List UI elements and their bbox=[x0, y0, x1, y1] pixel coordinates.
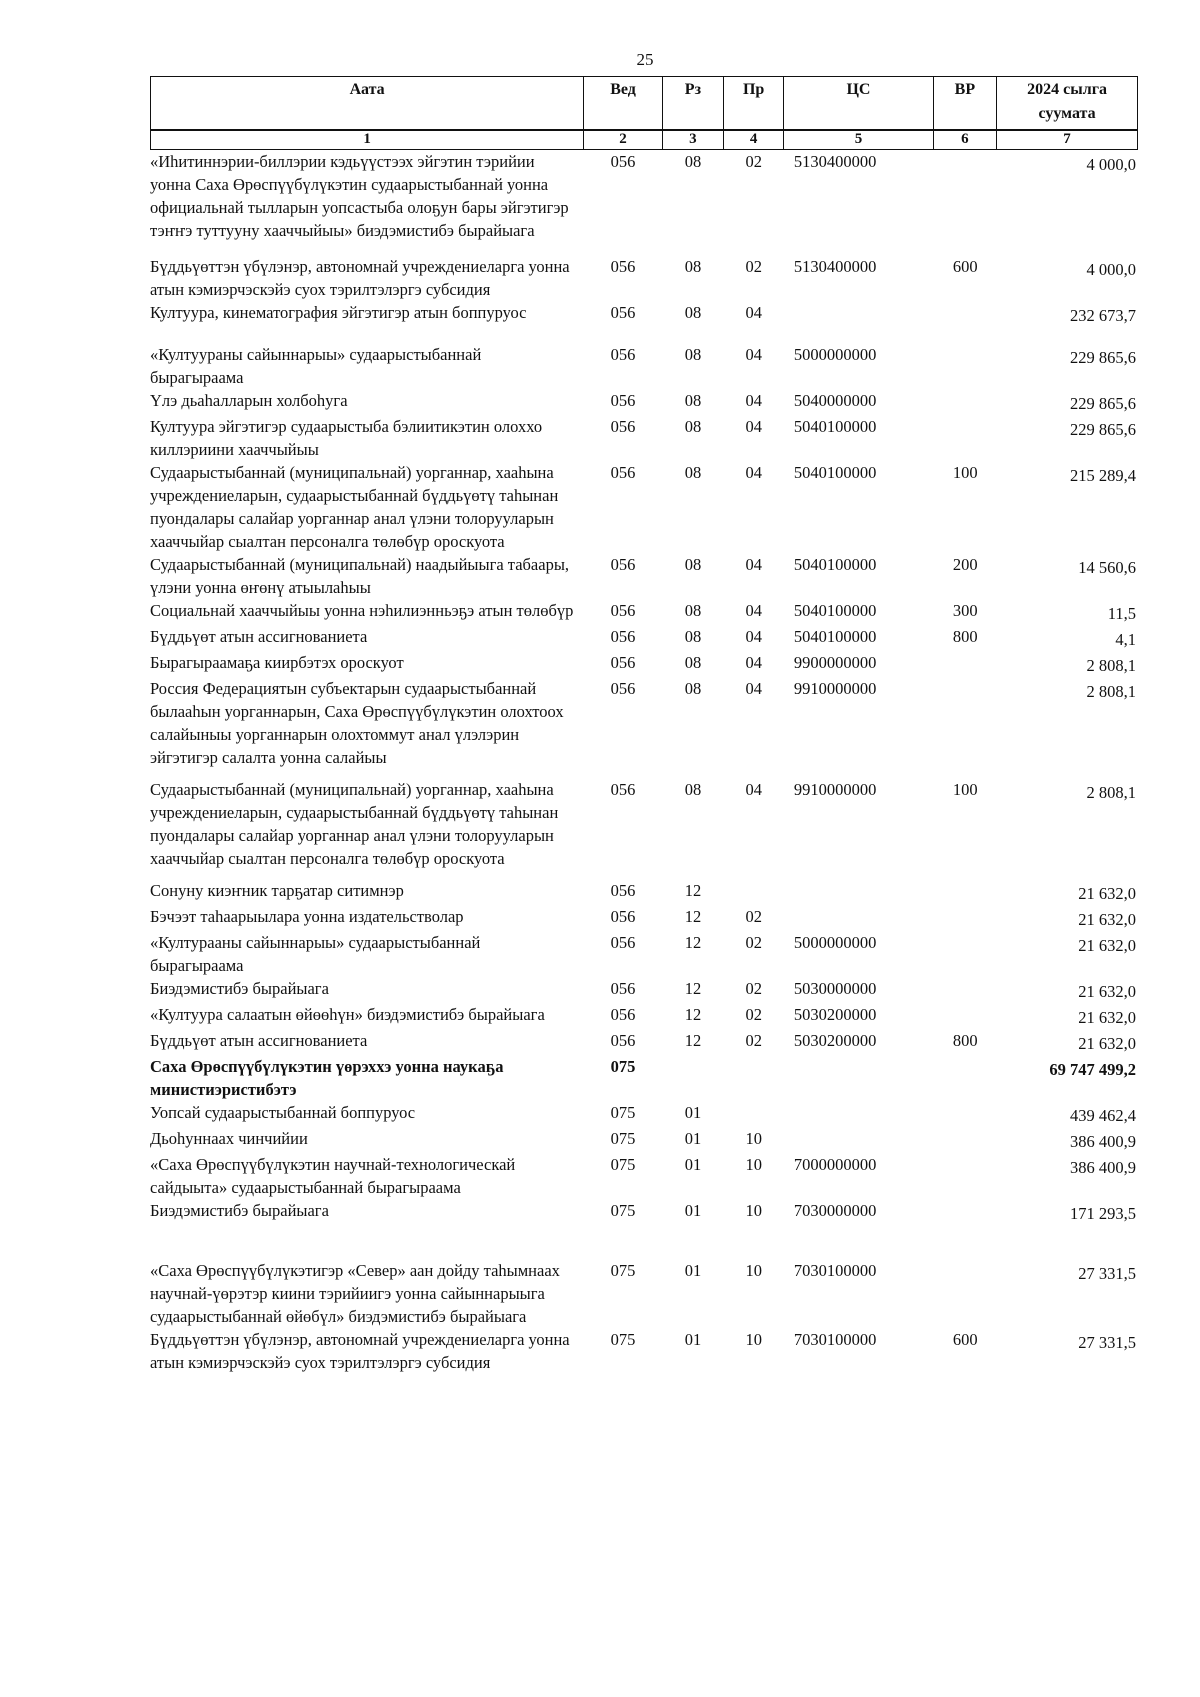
row-cs bbox=[784, 1101, 934, 1127]
row-cs: 5000000000 bbox=[793, 345, 877, 364]
row-ved: 056 bbox=[610, 345, 636, 364]
table-row bbox=[150, 1101, 1138, 1127]
row-rz: 08 bbox=[684, 345, 702, 364]
row-sum: 4 000,0 bbox=[1086, 155, 1136, 174]
row-rz: 12 bbox=[684, 979, 702, 998]
row-vr bbox=[933, 389, 996, 415]
row-ved: 056 bbox=[610, 627, 636, 646]
row-vr: 200 bbox=[952, 555, 978, 574]
row-pr: 02 bbox=[745, 1005, 762, 1024]
row-rz: 08 bbox=[684, 303, 702, 322]
row-vr bbox=[933, 977, 996, 1003]
row-cs: 9910000000 bbox=[793, 780, 877, 799]
table-row bbox=[150, 651, 1138, 677]
row-cs: 5130400000 bbox=[793, 257, 877, 276]
row-name: Култуура эйгэтигэр судаарыстыба бэлиитикэтин олоххо киллэриини хааччыйыы bbox=[150, 417, 543, 459]
row-ved: 056 bbox=[610, 1005, 636, 1024]
row-pr: 02 bbox=[745, 1031, 762, 1050]
table-row bbox=[150, 389, 1138, 415]
row-cs: 9910000000 bbox=[793, 679, 877, 698]
row-ved: 056 bbox=[610, 881, 636, 900]
row-vr: 100 bbox=[952, 463, 978, 482]
row-ved: 056 bbox=[610, 679, 636, 698]
table-row bbox=[150, 150, 1138, 255]
table-row bbox=[150, 599, 1138, 625]
row-vr bbox=[933, 150, 996, 255]
table-row bbox=[150, 415, 1138, 461]
row-vr bbox=[933, 879, 996, 905]
column-number: 2 bbox=[584, 130, 662, 150]
row-name: Бэчээт таһаарыылара уонна издательстволар bbox=[150, 907, 464, 926]
table-row bbox=[150, 625, 1138, 651]
row-ved: 056 bbox=[610, 555, 636, 574]
row-pr: 04 bbox=[745, 463, 762, 482]
row-sum: 21 632,0 bbox=[1078, 884, 1136, 903]
row-cs bbox=[784, 905, 934, 931]
row-ved: 056 bbox=[610, 907, 636, 926]
row-vr: 800 bbox=[952, 627, 978, 646]
row-pr: 04 bbox=[745, 555, 762, 574]
row-rz: 12 bbox=[684, 933, 702, 952]
row-vr bbox=[933, 931, 996, 977]
header-col-name: Аата bbox=[151, 77, 584, 131]
table-row bbox=[150, 977, 1138, 1003]
row-cs: 7030100000 bbox=[793, 1261, 877, 1280]
row-vr: 300 bbox=[952, 601, 978, 620]
column-number: 5 bbox=[784, 130, 933, 150]
row-cs: 5000000000 bbox=[793, 933, 877, 952]
row-pr: 04 bbox=[745, 627, 762, 646]
row-cs: 5040100000 bbox=[793, 555, 877, 574]
row-pr: 10 bbox=[745, 1330, 762, 1349]
row-ved: 075 bbox=[610, 1155, 636, 1174]
row-cs bbox=[784, 301, 934, 343]
row-rz: 12 bbox=[684, 907, 702, 926]
row-pr: 04 bbox=[745, 391, 762, 410]
row-name: «Иһитиннэрии-биллэрии кэдьүүстээх эйгэтин тэрийии уонна Саха Өрөспүүбүлүкэтин судаарыстыбаннай уонна официальнай тылларын уопсастыба олоҕун бары эйгэтигэр тэҥҥэ туттууну хааччыйыы» биэдэмистибэ бырайыага bbox=[150, 152, 569, 240]
row-sum: 215 289,4 bbox=[1070, 466, 1136, 485]
row-sum: 27 331,5 bbox=[1078, 1264, 1136, 1283]
row-name: Судаарыстыбаннай (муниципальнай) уорганнар, хааһына учреждениеларын, судаарыстыбаннай бүддьүөтү таһынан пуондалары салайар уорганнар анал үлэни толорууларын хааччыйар сыалтан персоналга төлөбүр ороскуота bbox=[150, 463, 559, 551]
row-cs: 5030200000 bbox=[793, 1005, 877, 1024]
row-name: Уопсай судаарыстыбаннай боппуруос bbox=[150, 1103, 416, 1122]
row-sum: 21 632,0 bbox=[1078, 936, 1136, 955]
row-ved: 056 bbox=[610, 152, 636, 171]
row-vr: 100 bbox=[952, 780, 978, 799]
row-name: «Култуураны сайыннарыы» судаарыстыбаннай бырагыраама bbox=[150, 345, 482, 387]
row-name: Судаарыстыбаннай (муниципальнай) наадыйыыга табаары, үлэни уонна өҥөнү атыылаһыы bbox=[150, 555, 570, 597]
row-sum: 229 865,6 bbox=[1070, 348, 1136, 367]
row-ved: 075 bbox=[610, 1129, 636, 1148]
row-ved: 056 bbox=[610, 257, 636, 276]
row-name: Сонуну киэҥник тарҕатар ситимнэр bbox=[150, 881, 404, 900]
row-pr: 04 bbox=[745, 653, 762, 672]
row-sum: 21 632,0 bbox=[1078, 982, 1136, 1001]
row-pr bbox=[724, 1101, 784, 1127]
row-name: «Саха Өрөспүүбүлүкэтигэр «Север» аан дойду таһымнаах научнай-үөрэтэр киини тэрийиигэ уонна сайыннарыыга судаарыстыбаннай өйөбүл» биэдэмистибэ бырайыага bbox=[150, 1261, 560, 1326]
row-ved: 056 bbox=[610, 417, 636, 436]
row-cs: 5040100000 bbox=[793, 601, 877, 620]
header-col-rz: Рз bbox=[662, 77, 723, 131]
row-rz: 08 bbox=[684, 417, 702, 436]
row-name: Биэдэмистибэ бырайыага bbox=[150, 979, 329, 998]
row-ved: 056 bbox=[610, 780, 636, 799]
row-pr: 10 bbox=[745, 1261, 762, 1280]
row-name: Саха Өрөспүүбүлүкэтин үөрэххэ уонна наукаҕа министиэристибэтэ bbox=[150, 1057, 504, 1099]
row-rz: 01 bbox=[684, 1129, 702, 1148]
table-row bbox=[150, 461, 1138, 553]
row-cs: 5040000000 bbox=[793, 391, 877, 410]
row-sum: 21 632,0 bbox=[1078, 1008, 1136, 1027]
column-number: 3 bbox=[662, 130, 723, 150]
row-rz: 08 bbox=[684, 601, 702, 620]
row-rz: 08 bbox=[684, 555, 702, 574]
row-sum: 2 808,1 bbox=[1086, 783, 1136, 802]
row-name: «Културааны сайыннарыы» судаарыстыбаннай бырагыраама bbox=[150, 933, 481, 975]
row-name: Дьоһуннаах чинчийии bbox=[150, 1129, 308, 1148]
row-name: Бүддьүөттэн үбүлэнэр, автономнай учреждениеларга уонна атын кэмиэрчэскэйэ суох тэрилтэлэргэ субсидия bbox=[150, 1330, 570, 1372]
row-sum: 14 560,6 bbox=[1078, 558, 1136, 577]
table-row bbox=[150, 1153, 1138, 1199]
budget-document bbox=[150, 76, 1138, 1374]
column-number: 7 bbox=[997, 130, 1138, 150]
row-pr: 10 bbox=[745, 1129, 762, 1148]
row-pr: 10 bbox=[745, 1155, 762, 1174]
row-name: «Саха Өрөспүүбүлүкэтин научнай-технологическай сайдыыта» судаарыстыбаннай бырагыраама bbox=[150, 1155, 516, 1197]
table-row bbox=[150, 343, 1138, 389]
row-rz: 08 bbox=[684, 780, 702, 799]
row-name: Бүддьүөт атын ассигнованиета bbox=[150, 1031, 368, 1050]
row-cs: 5030000000 bbox=[793, 979, 877, 998]
table-row bbox=[150, 1055, 1138, 1101]
header-col-cs: ЦС bbox=[784, 77, 933, 131]
row-rz: 08 bbox=[684, 391, 702, 410]
row-rz: 08 bbox=[684, 257, 702, 276]
row-ved: 056 bbox=[610, 979, 636, 998]
table-row bbox=[150, 553, 1138, 599]
row-sum: 21 632,0 bbox=[1078, 910, 1136, 929]
table-row bbox=[150, 905, 1138, 931]
row-rz: 01 bbox=[684, 1201, 702, 1220]
row-name: Социальнай хааччыйыы уонна нэһилиэнньэҕэ атын төлөбүр bbox=[150, 601, 574, 620]
row-vr: 800 bbox=[952, 1031, 978, 1050]
row-cs: 7030100000 bbox=[793, 1330, 877, 1349]
row-sum: 439 462,4 bbox=[1070, 1106, 1136, 1125]
row-pr: 04 bbox=[745, 679, 762, 698]
row-vr bbox=[933, 1127, 996, 1153]
row-vr bbox=[933, 1003, 996, 1029]
row-ved: 075 bbox=[610, 1103, 636, 1122]
row-rz: 12 bbox=[684, 881, 702, 900]
row-rz bbox=[662, 1055, 723, 1101]
row-vr: 600 bbox=[952, 257, 978, 276]
row-name: Россия Федерациятын субъектарын судаарыстыбаннай былааһын уорганнарын, Саха Өрөспүүбүлүкэтин олохтоох салайыныы уорганнарын олохтоммут анал үлэлэрин эйгэтигэр салалта уонна салайыы bbox=[150, 679, 564, 767]
row-rz: 01 bbox=[684, 1155, 702, 1174]
table-row bbox=[150, 778, 1138, 879]
row-vr bbox=[933, 1055, 996, 1101]
row-vr bbox=[933, 677, 996, 778]
row-ved: 056 bbox=[610, 463, 636, 482]
row-sum: 386 400,9 bbox=[1070, 1158, 1136, 1177]
row-rz: 08 bbox=[684, 653, 702, 672]
row-rz: 12 bbox=[684, 1005, 702, 1024]
column-number: 6 bbox=[933, 130, 996, 150]
column-number-row bbox=[151, 130, 1138, 150]
row-pr: 10 bbox=[745, 1201, 762, 1220]
row-pr: 02 bbox=[745, 257, 762, 276]
row-pr: 04 bbox=[745, 601, 762, 620]
row-sum: 27 331,5 bbox=[1078, 1333, 1136, 1352]
row-cs: 7030000000 bbox=[793, 1201, 877, 1220]
row-rz: 08 bbox=[684, 627, 702, 646]
row-name: Биэдэмистибэ бырайыага bbox=[150, 1201, 329, 1220]
row-rz: 08 bbox=[684, 463, 702, 482]
row-vr: 600 bbox=[952, 1330, 978, 1349]
row-pr: 02 bbox=[745, 907, 762, 926]
row-vr bbox=[933, 651, 996, 677]
table-row bbox=[150, 879, 1138, 905]
row-name: «Култуура салаатын өйөөһүн» биэдэмистибэ бырайыага bbox=[150, 1005, 545, 1024]
row-vr bbox=[933, 1199, 996, 1259]
budget-table-header bbox=[150, 76, 1138, 150]
row-sum: 2 808,1 bbox=[1086, 682, 1136, 701]
row-ved: 056 bbox=[610, 391, 636, 410]
row-cs: 5040100000 bbox=[793, 627, 877, 646]
row-ved: 056 bbox=[610, 303, 636, 322]
row-pr: 04 bbox=[745, 780, 762, 799]
header-col-ved: Вед bbox=[584, 77, 662, 131]
table-row bbox=[150, 1328, 1138, 1374]
table-row bbox=[150, 1029, 1138, 1055]
row-vr bbox=[933, 301, 996, 343]
row-cs: 5040100000 bbox=[793, 417, 877, 436]
row-sum: 229 865,6 bbox=[1070, 394, 1136, 413]
row-rz: 12 bbox=[684, 1031, 702, 1050]
row-pr: 04 bbox=[745, 303, 762, 322]
row-ved: 075 bbox=[610, 1261, 636, 1280]
row-cs bbox=[784, 1127, 934, 1153]
row-ved: 056 bbox=[610, 653, 636, 672]
row-pr bbox=[724, 1055, 784, 1101]
header-col-sum: 2024 сылга суумата bbox=[997, 77, 1138, 131]
table-row bbox=[150, 255, 1138, 301]
row-sum: 2 808,1 bbox=[1086, 656, 1136, 675]
table-row bbox=[150, 931, 1138, 977]
row-ved: 056 bbox=[610, 601, 636, 620]
row-sum: 386 400,9 bbox=[1070, 1132, 1136, 1151]
row-ved: 075 bbox=[610, 1201, 636, 1220]
row-rz: 01 bbox=[684, 1330, 702, 1349]
row-sum: 4,1 bbox=[1115, 630, 1136, 649]
row-sum: 229 865,6 bbox=[1070, 420, 1136, 439]
row-name: Култуура, кинематография эйгэтигэр атын боппуруос bbox=[150, 303, 527, 322]
row-vr bbox=[933, 343, 996, 389]
header-col-vr: ВР bbox=[933, 77, 996, 131]
row-sum: 232 673,7 bbox=[1070, 306, 1136, 325]
row-pr bbox=[724, 879, 784, 905]
page-number: 25 bbox=[636, 50, 654, 69]
table-row bbox=[150, 677, 1138, 778]
table-row bbox=[150, 1199, 1138, 1259]
row-sum: 69 747 499,2 bbox=[1049, 1060, 1136, 1079]
row-cs: 5040100000 bbox=[793, 463, 877, 482]
table-row bbox=[150, 1259, 1138, 1328]
table-row bbox=[150, 1127, 1138, 1153]
row-vr bbox=[933, 1101, 996, 1127]
row-ved: 075 bbox=[610, 1057, 636, 1076]
row-pr: 04 bbox=[745, 417, 762, 436]
row-vr bbox=[933, 1259, 996, 1328]
row-sum: 11,5 bbox=[1107, 604, 1136, 623]
row-name: Бүддьүөт атын ассигнованиета bbox=[150, 627, 368, 646]
row-cs bbox=[784, 879, 934, 905]
row-vr bbox=[933, 1153, 996, 1199]
row-sum: 4 000,0 bbox=[1086, 260, 1136, 279]
row-sum: 21 632,0 bbox=[1078, 1034, 1136, 1053]
column-number: 1 bbox=[151, 130, 584, 150]
table-row bbox=[150, 1003, 1138, 1029]
column-number: 4 bbox=[724, 130, 784, 150]
row-cs bbox=[784, 1055, 934, 1101]
row-cs: 9900000000 bbox=[793, 653, 877, 672]
row-pr: 02 bbox=[745, 152, 762, 171]
row-vr bbox=[933, 415, 996, 461]
row-rz: 01 bbox=[684, 1261, 702, 1280]
row-sum: 171 293,5 bbox=[1070, 1204, 1136, 1223]
row-ved: 056 bbox=[610, 1031, 636, 1050]
budget-table-body bbox=[150, 150, 1138, 1374]
header-col-pr: Пр bbox=[724, 77, 784, 131]
row-rz: 08 bbox=[684, 679, 702, 698]
row-ved: 075 bbox=[610, 1330, 636, 1349]
row-vr bbox=[933, 905, 996, 931]
row-pr: 04 bbox=[745, 345, 762, 364]
row-ved: 056 bbox=[610, 933, 636, 952]
row-cs: 5130400000 bbox=[793, 152, 877, 171]
row-cs: 5030200000 bbox=[793, 1031, 877, 1050]
row-name: Үлэ дьаһалларын холбоһуга bbox=[150, 391, 348, 410]
row-cs: 7000000000 bbox=[793, 1155, 877, 1174]
row-name: Бүддьүөттэн үбүлэнэр, автономнай учреждениеларга уонна атын кэмиэрчэскэйэ суох тэрилтэлэргэ субсидия bbox=[150, 257, 570, 299]
row-name: Судаарыстыбаннай (муниципальнай) уорганнар, хааһына учреждениеларын, судаарыстыбаннай бүддьүөтү таһынан пуондалары салайар уорганнар анал үлэни толорууларын хааччыйар сыалтан персоналга төлөбүр ороскуота bbox=[150, 780, 559, 868]
row-rz: 01 bbox=[684, 1103, 702, 1122]
row-pr: 02 bbox=[745, 933, 762, 952]
row-rz: 08 bbox=[684, 152, 702, 171]
row-pr: 02 bbox=[745, 979, 762, 998]
table-row bbox=[150, 301, 1138, 343]
header-row bbox=[151, 77, 1138, 131]
row-name: Бырагыраамаҕа киирбэтэх ороскуот bbox=[150, 653, 404, 672]
